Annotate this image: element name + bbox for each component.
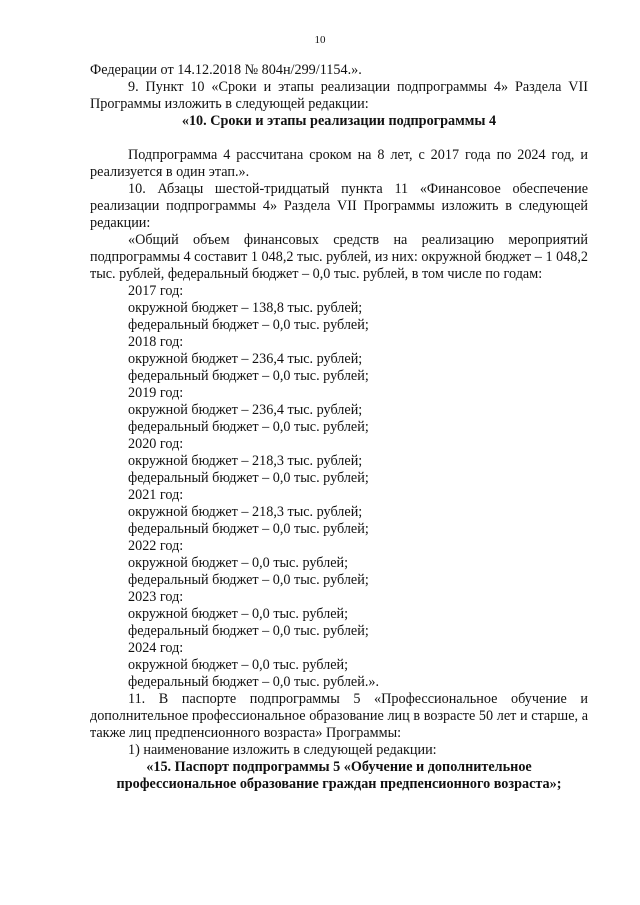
federal-budget-line: федеральный бюджет – 0,0 тыс. рублей.».	[128, 674, 380, 690]
paragraph-item-10: 10. Абзацы шестой-тридцатый пункта 11 «Финансовое обеспечение реализации подпрограммы 4» Раздела VII Программы изложить в следующей редакции:	[90, 181, 588, 231]
page-number: 10	[314, 34, 326, 46]
okrug-budget-line: окружной бюджет – 218,3 тыс. рублей;	[128, 504, 363, 520]
federal-budget-line: федеральный бюджет – 0,0 тыс. рублей;	[128, 521, 369, 537]
paragraph-term: Подпрограмма 4 рассчитана сроком на 8 лет, с 2017 года по 2024 год, и реализуется в один этап.».	[90, 147, 588, 180]
year-label: 2023 год:	[128, 589, 184, 605]
okrug-budget-line: окружной бюджет – 0,0 тыс. рублей;	[128, 657, 349, 673]
heading-section-15: «15. Паспорт подпрограммы 5 «Обучение и дополнительное профессиональное образование граждан предпенсионного возраста»;	[116, 759, 562, 792]
okrug-budget-line: окружной бюджет – 0,0 тыс. рублей;	[128, 606, 349, 622]
paragraph-item-9: 9. Пункт 10 «Сроки и этапы реализации подпрограммы 4» Раздела VII Программы изложить в следующей редакции:	[90, 79, 588, 112]
federal-budget-line: федеральный бюджет – 0,0 тыс. рублей;	[128, 419, 369, 435]
federal-budget-line: федеральный бюджет – 0,0 тыс. рублей;	[128, 572, 369, 588]
federal-budget-line: федеральный бюджет – 0,0 тыс. рублей;	[128, 623, 369, 639]
paragraph-total-funding: «Общий объем финансовых средств на реализацию мероприятий подпрограммы 4 составит 1 048,2 тыс. рублей, из них: окружной бюджет – 1 048,2 тыс. рублей, федеральный бюджет – 0,0 тыс. рублей, в том числе по годам:	[90, 232, 589, 282]
year-label: 2020 год:	[128, 436, 184, 452]
paragraph-item-11: 11. В паспорте подпрограммы 5 «Профессиональное обучение и дополнительное профессиональное образование лиц в возрасте 50 лет и старше, а также лиц предпенсионного возраста» Программы:	[90, 691, 588, 741]
okrug-budget-line: окружной бюджет – 236,4 тыс. рублей;	[128, 402, 363, 418]
year-label: 2022 год:	[128, 538, 184, 554]
federal-budget-line: федеральный бюджет – 0,0 тыс. рублей;	[128, 317, 369, 333]
year-label: 2024 год:	[128, 640, 184, 656]
document-body	[90, 62, 588, 793]
blank-line	[90, 130, 588, 147]
funding-by-year-list	[90, 283, 588, 691]
year-label: 2017 год:	[128, 283, 184, 299]
okrug-budget-line: окружной бюджет – 236,4 тыс. рублей;	[128, 351, 363, 367]
federal-budget-line: федеральный бюджет – 0,0 тыс. рублей;	[128, 470, 369, 486]
okrug-budget-line: окружной бюджет – 0,0 тыс. рублей;	[128, 555, 349, 571]
paragraph-federation: Федерации от 14.12.2018 № 804н/299/1154.».	[90, 62, 362, 78]
federal-budget-line: федеральный бюджет – 0,0 тыс. рублей;	[128, 368, 369, 384]
okrug-budget-line: окружной бюджет – 218,3 тыс. рублей;	[128, 453, 363, 469]
heading-section-10: «10. Сроки и этапы реализации подпрограммы 4	[181, 113, 497, 129]
year-label: 2019 год:	[128, 385, 184, 401]
year-label: 2021 год:	[128, 487, 184, 503]
paragraph-item-11-sub-1: 1) наименование изложить в следующей редакции:	[128, 742, 437, 758]
okrug-budget-line: окружной бюджет – 138,8 тыс. рублей;	[128, 300, 363, 316]
year-label: 2018 год:	[128, 334, 184, 350]
